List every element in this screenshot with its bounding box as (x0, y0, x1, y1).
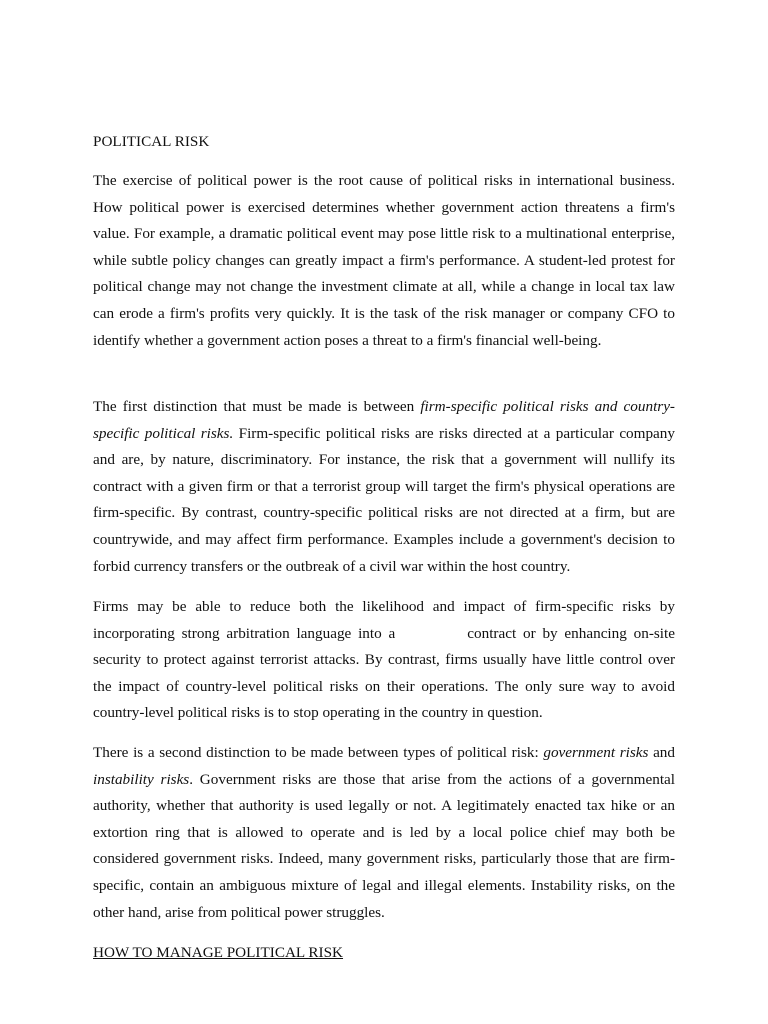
paragraph-2-text-start: The first distinction that must be made is between (93, 398, 421, 415)
paragraph-4 (93, 740, 675, 926)
paragraph-4-emphasis-government-risks: government risks (543, 744, 649, 761)
paragraph-4-text-end: . Government risks are those that arise from the actions of a governmental authority, whether that authority is used legally or not. A legitimately enacted tax hike or an extortion ring that is allowed to operate and is led by a local police chief may both be considered government risks. Indeed, many government risks, particularly those that are firm-specific, contain an ambiguous mixture of legal and illegal elements. Instability risks, on the other hand, arise from political power struggles. (93, 770, 676, 921)
paragraph-3-text-end: contract or by enhancing on-site security to protect against terrorist attacks. By contrast, firms usually have little control over the impact of country-level political risks on their operations. The only sure way to avoid country-level political risks is to stop operating in the country in question. (93, 624, 675, 722)
paragraph-4-text-start: There is a second distinction to be made between types of political risk: (93, 744, 544, 761)
paragraph-1-text: The exercise of political power is the root cause of political risks in international business. How political power is exercised determines whether government action threatens a firm's value. For example, a dramatic political event may pose little risk to a multinational enterprise, while subtle policy changes can greatly impact a firm's performance. A student-led protest for political change may not change the investment climate at all, while a change in local tax law can erode a firm's profits very quickly. It is the task of the risk manager or company CFO to identify whether a government action poses a threat to a firm's financial well-being. (93, 172, 675, 349)
section-subheading: HOW TO MANAGE POLITICAL RISK (93, 944, 344, 961)
paragraph-2-emphasis: firm-specific political risks and country-specific political risks. (93, 398, 675, 442)
paragraph-4-text-middle: and (648, 744, 675, 761)
paragraph-2 (93, 394, 675, 580)
paragraph-4-emphasis-instability-risks: instability risks (93, 770, 190, 788)
paragraph-1 (93, 168, 675, 354)
paragraph-3-text-start: Firms may be able to reduce both the likelihood and impact of firm-specific risks by incorporating strong arbitration language into a (93, 598, 675, 642)
paragraph-3 (93, 594, 675, 727)
paragraph-2-text-end: Firm-specific political risks are risks directed at a particular company and are, by nature, discriminatory. For instance, the risk that a government will nullify its contract with a given firm or that a terrorist group will target the firm's physical operations are firm-specific. By contrast, country-specific political risks are not directed at a firm, but are countrywide, and may affect firm performance. Examples include a government's decision to forbid currency transfers or the outbreak of a civil war within the host country. (93, 424, 675, 575)
page-title: POLITICAL RISK (93, 133, 210, 150)
